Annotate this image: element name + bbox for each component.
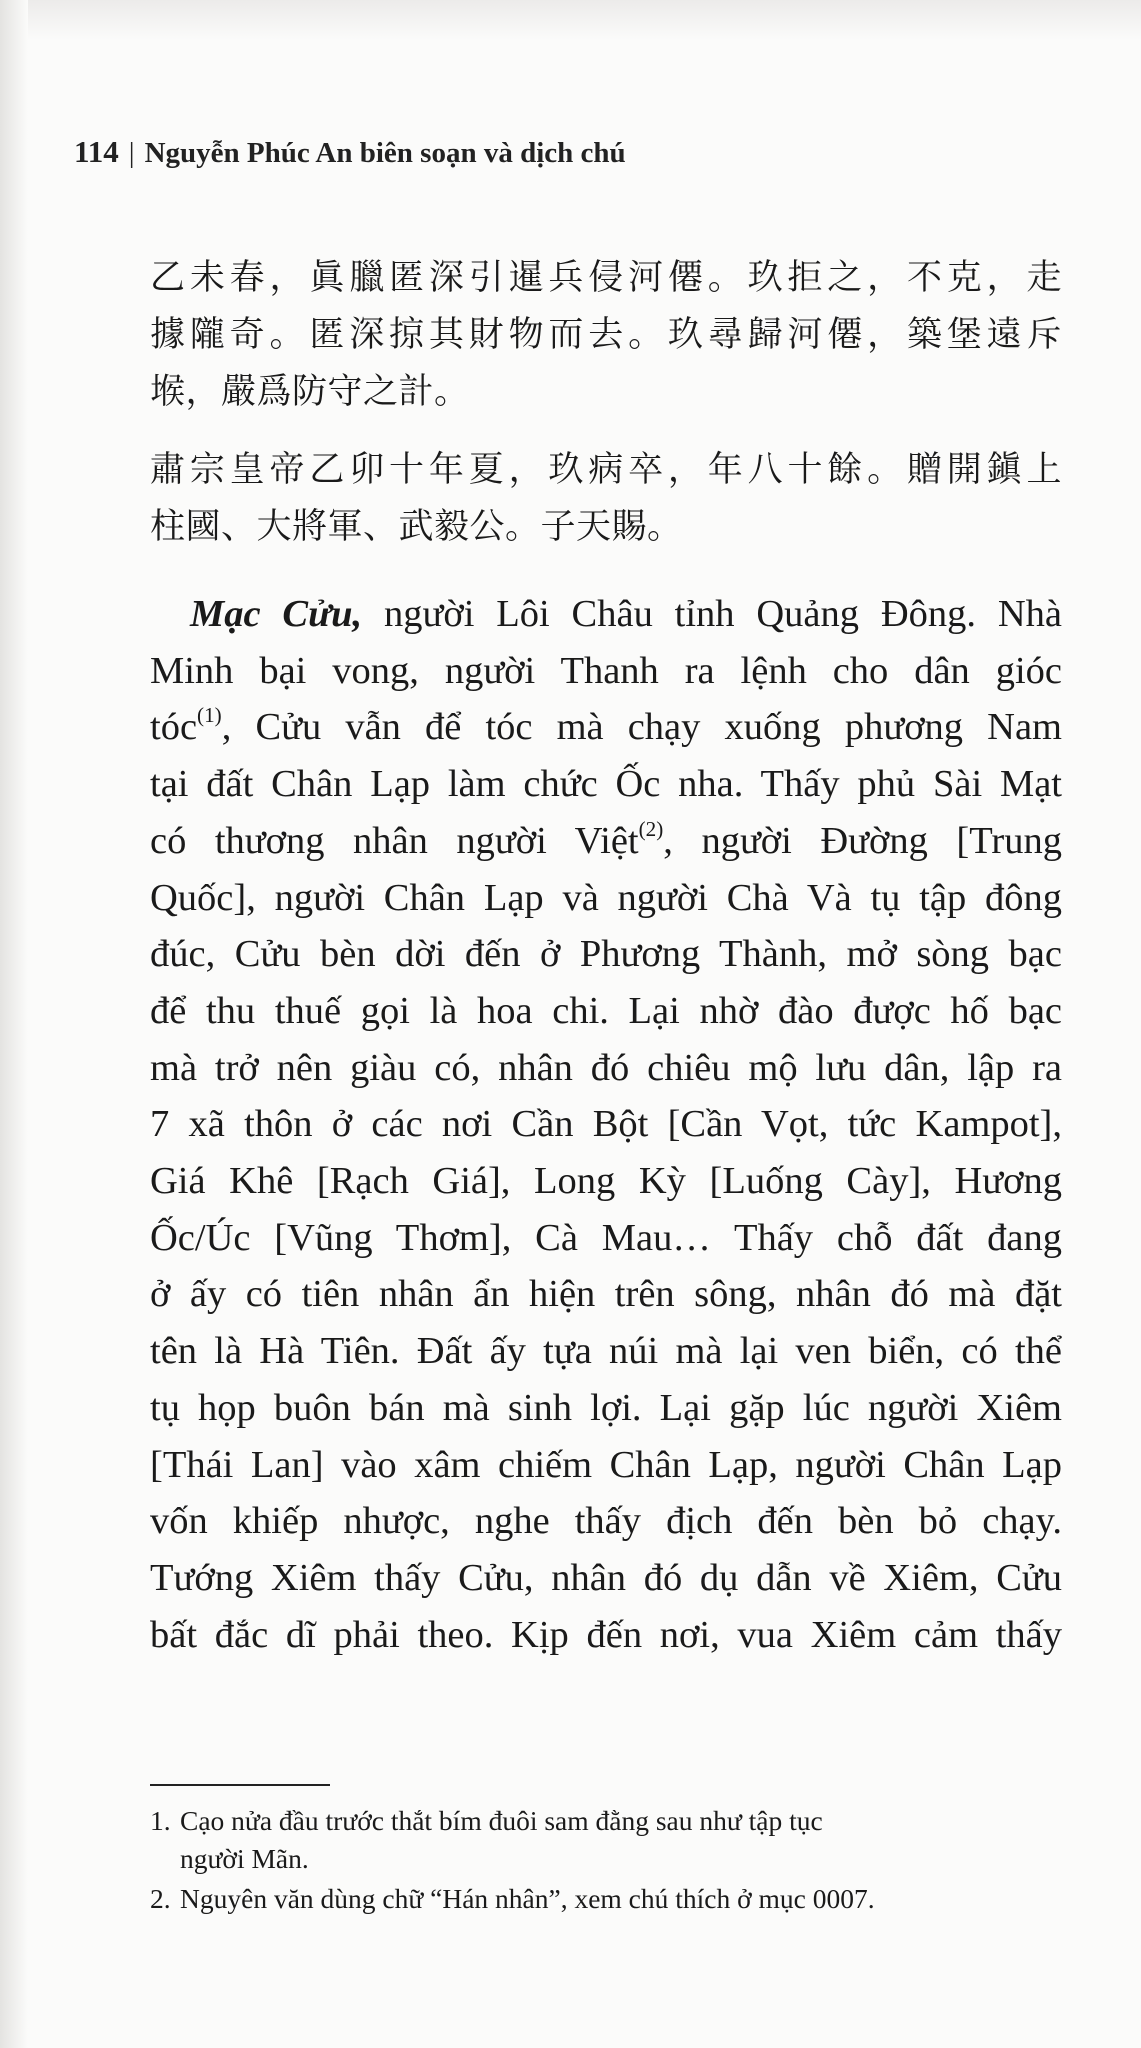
text-line: Quốc], người Chân Lạp và người Chà Và tụ tập đông [150, 876, 1062, 919]
text-line: 乙未春，眞臘匿深引暹兵侵河僊。玖拒之，不克，走 [150, 258, 1062, 298]
footnote-rule [150, 1784, 330, 1786]
text-line: đúc, Cửu bèn dời đến ở Phương Thành, mở sòng bạc [150, 933, 1062, 976]
page-number: 114 [74, 134, 119, 169]
text-line: Tướng Xiêm thấy Cửu, nhân đó dụ dẫn về Xiêm, Cửu [150, 1556, 1062, 1599]
text-line [150, 813, 1062, 870]
running-title: Nguyễn Phúc An biên soạn và dịch chú [144, 137, 626, 169]
scan-edge-top [0, 0, 1141, 40]
text-line: Ốc/Úc [Vũng Thơm], Cà Mau… Thấy chỗ đất đang [150, 1216, 1062, 1259]
text-line: mà trở nên giàu có, nhân đó chiêu mộ lưu dân, lập ra [150, 1046, 1062, 1089]
text-line: ở ấy có tiên nhân ẩn hiện trên sông, nhân đó mà đặt [150, 1273, 1062, 1316]
text-span: , Cửu vẫn để tóc mà chạy xuống phương Nam [221, 706, 1062, 749]
footnote-mark-2: (2) [638, 816, 664, 841]
vietnamese-paragraph [150, 586, 1062, 1663]
footnote-2 [150, 1880, 1070, 1918]
text-span: có thương nhân người Việt [150, 819, 639, 862]
footnote-text: người Mãn. [180, 1843, 309, 1874]
running-header [74, 134, 626, 170]
text-line: 柱國、大將軍、武毅公。子天賜。 [150, 507, 683, 547]
text-line: 7 xã thôn ở các nơi Cần Bột [Cần Vọt, tức Kampot], [150, 1103, 1062, 1146]
text-line: 據隴奇。匿深掠其財物而去。玖尋歸河僊，築堡遠斥 [150, 315, 1062, 355]
footnote-1 [150, 1802, 1070, 1878]
text-line: vốn khiếp nhược, nghe thấy địch đến bèn bỏ chạy. [150, 1500, 1062, 1543]
footnote-mark-1: (1) [197, 703, 222, 728]
text-span: , người Đường [Trung [663, 819, 1062, 862]
footnote-number: 1. [150, 1805, 171, 1836]
text-line [150, 699, 1062, 756]
text-span: tóc [150, 706, 198, 749]
text-line: tên là Hà Tiên. Đất ấy tựa núi mà lại ven biển, có thể [150, 1330, 1062, 1373]
text-line: để thu thuế gọi là hoa chi. Lại nhờ đào được hố bạc [150, 989, 1062, 1032]
person-name: Mạc Cửu, [190, 593, 363, 635]
scan-edge-left [0, 0, 28, 2048]
text-line: bất đắc dĩ phải theo. Kịp đến nơi, vua Xiêm cảm thấy [150, 1613, 1062, 1656]
text-line: tại đất Chân Lạp làm chức Ốc nha. Thấy phủ Sài Mạt [150, 763, 1062, 806]
footnote-text: Nguyên văn dùng chữ “Hán nhân”, xem chú thích ở mục 0007. [180, 1883, 875, 1914]
text-span: người Lôi Châu tỉnh Quảng Đông. Nhà [362, 593, 1062, 635]
footnote-text: Cạo nửa đầu trước thắt bím đuôi sam đằng sau như tập tục [180, 1805, 823, 1836]
text-line [150, 586, 1062, 643]
chinese-paragraph-1 [150, 250, 1062, 421]
text-line: tụ họp buôn bán mà sinh lợi. Lại gặp lúc người Xiêm [150, 1386, 1062, 1429]
footnote-number: 2. [150, 1883, 171, 1914]
text-line: Minh bại vong, người Thanh ra lệnh cho dân gióc [150, 649, 1062, 692]
chinese-paragraph-2 [150, 442, 1062, 556]
text-line: [Thái Lan] vào xâm chiếm Chân Lạp, người Chân Lạp [150, 1443, 1062, 1486]
text-line: Giá Khê [Rạch Giá], Long Kỳ [Luống Cày], Hương [150, 1160, 1062, 1203]
text-line: 肅宗皇帝乙卯十年夏，玖病卒，年八十餘。贈開鎭上 [150, 450, 1062, 490]
header-separator: | [128, 137, 135, 169]
text-line: 堠，嚴爲防守之計。 [150, 372, 470, 412]
